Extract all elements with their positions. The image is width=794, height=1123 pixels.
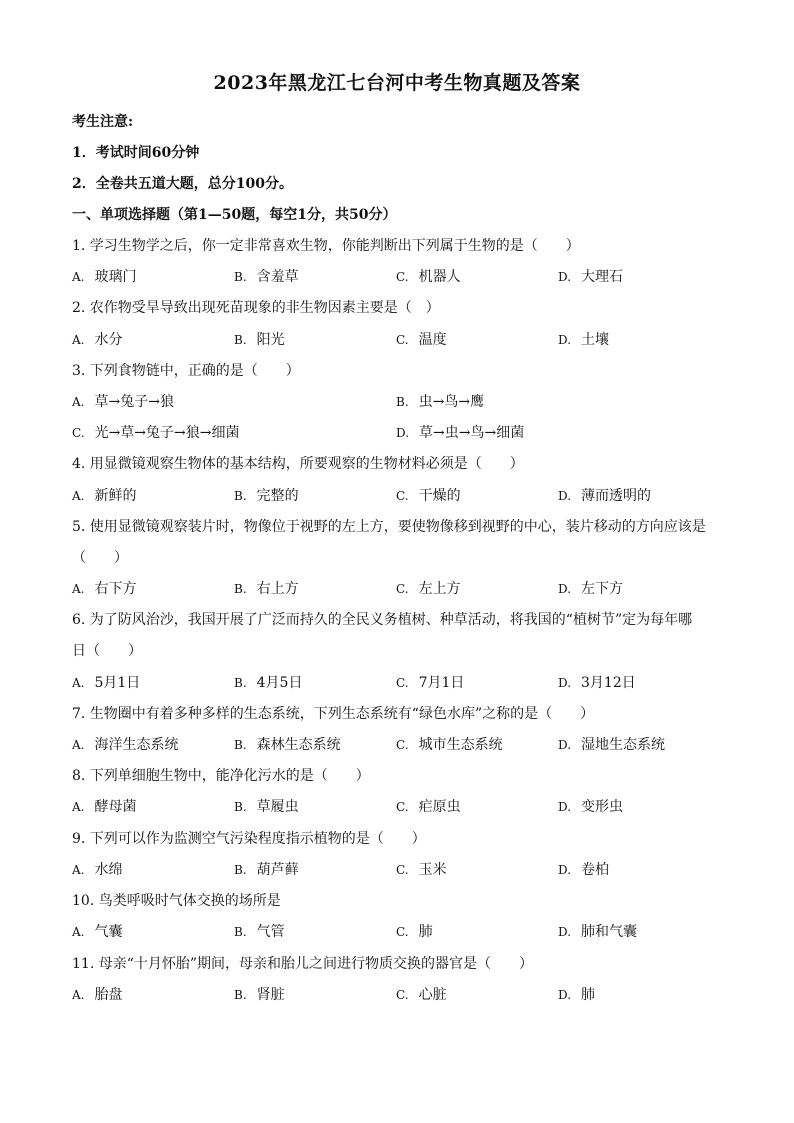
question-stem: 3. 下列食物链中，正确的是（ ）: [72, 363, 300, 379]
option: D. 变形虫: [558, 799, 624, 815]
option: A. 胎盘: [72, 987, 123, 1003]
option: D. 肺和气囊: [558, 924, 638, 940]
option: D. 湿地生态系统: [558, 737, 666, 753]
option: A. 酵母菌: [72, 799, 137, 815]
option: C. 光→草→兔子→狼→细菌: [72, 425, 240, 441]
option: C. 机器人: [396, 269, 461, 285]
option: A. 海洋生态系统: [72, 737, 179, 753]
notice-heading: 考生注意:: [72, 114, 134, 130]
question-stem: 5. 使用显微镜观察装片时，物像位于视野的左上方，要使物像移到视野的中心，装片移动的方向应该是: [72, 519, 706, 535]
option: B. 虫→鸟→鹰: [396, 394, 485, 410]
question-stem: 11. 母亲“十月怀胎”期间，母亲和胎儿之间进行物质交换的器官是（ ）: [72, 956, 534, 972]
question-stem: 8. 下列单细胞生物中，能净化污水的是（ ）: [72, 768, 370, 784]
option: D. 卷柏: [558, 862, 610, 878]
question-stem: 2. 农作物受旱导致出现死苗现象的非生物因素主要是（ ）: [72, 300, 440, 316]
option: C. 7月1日: [396, 675, 465, 691]
question-stem: 7. 生物圈中有着多种多样的生态系统，下列生态系统有“绿色水库”之称的是（ ）: [72, 706, 595, 722]
option: B. 森林生态系统: [234, 737, 341, 753]
option: B. 阳光: [234, 332, 285, 348]
option: C. 城市生态系统: [396, 737, 503, 753]
option: C. 肺: [396, 924, 433, 940]
option: A. 右下方: [72, 581, 137, 597]
option: D. 薄而透明的: [558, 488, 652, 504]
option: A. 玻璃门: [72, 269, 137, 285]
question-stem: 6. 为了防风治沙，我国开展了广泛而持久的全民义务植树、种草活动，将我国的“植树节”定为每年哪: [72, 612, 693, 628]
option: A. 草→兔子→狼: [72, 394, 174, 410]
question-stem-cont: （ ）: [72, 550, 128, 566]
question-stem: 4. 用显微镜观察生物体的基本结构，所要观察的生物材料必须是（ ）: [72, 456, 524, 472]
option: D. 3月12日: [558, 675, 636, 691]
option: B. 含羞草: [234, 269, 299, 285]
option: A. 5月1日: [72, 675, 141, 691]
option: D. 肺: [558, 987, 596, 1003]
option: D. 草→虫→鸟→细菌: [396, 425, 525, 441]
question-stem: 1. 学习生物学之后，你一定非常喜欢生物，你能判断出下列属于生物的是（ ）: [72, 238, 580, 254]
option: B. 右上方: [234, 581, 299, 597]
option: B. 气管: [234, 924, 285, 940]
option: B. 完整的: [234, 488, 299, 504]
option: C. 干燥的: [396, 488, 461, 504]
option: C. 温度: [396, 332, 447, 348]
notice-item-2: 2．全卷共五道大题，总分100分。: [72, 176, 293, 192]
option: A. 水绵: [72, 862, 123, 878]
question-stem-cont: 日（ ）: [72, 643, 142, 659]
option: A. 气囊: [72, 924, 123, 940]
notice-item-1: 1．考试时间60分钟: [72, 145, 200, 161]
option: C. 玉米: [396, 862, 447, 878]
exam-title: 2023年黑龙江七台河中考生物真题及答案: [213, 72, 581, 94]
option: B. 4月5日: [234, 675, 303, 691]
option: C. 疟原虫: [396, 799, 461, 815]
option: B. 肾脏: [234, 987, 285, 1003]
option: D. 大理石: [558, 269, 624, 285]
question-stem: 9. 下列可以作为监测空气污染程度指示植物的是（ ）: [72, 831, 426, 847]
question-stem: 10. 鸟类呼吸时气体交换的场所是: [72, 893, 281, 909]
option: B. 葫芦藓: [234, 862, 299, 878]
section-heading: 一、单项选择题（第1—50题，每空1分，共50分）: [72, 207, 397, 223]
option: A. 新鲜的: [72, 488, 137, 504]
option: A. 水分: [72, 332, 123, 348]
option: D. 土壤: [558, 332, 610, 348]
option: D. 左下方: [558, 581, 624, 597]
option: C. 心脏: [396, 987, 447, 1003]
option: C. 左上方: [396, 581, 461, 597]
option: B. 草履虫: [234, 799, 299, 815]
